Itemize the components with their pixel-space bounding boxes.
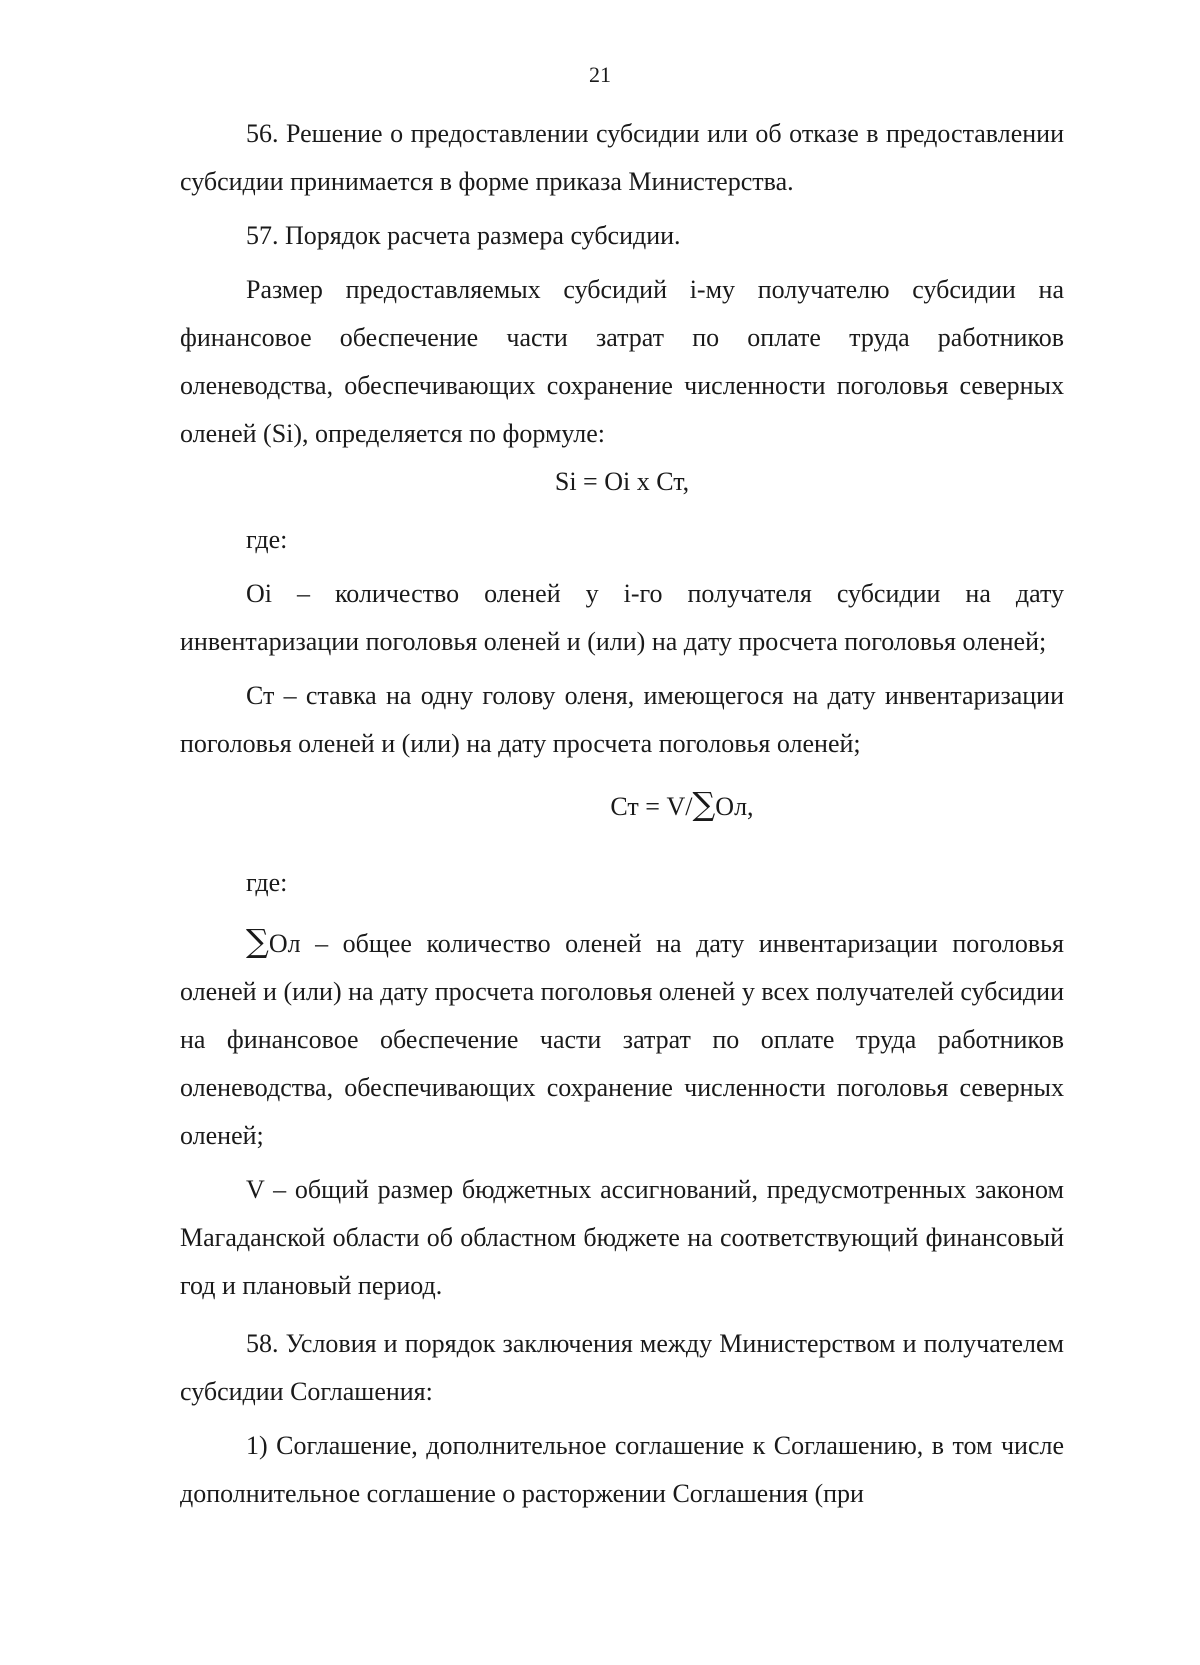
sigma-symbol-def: ∑ [246, 922, 269, 960]
paragraph-56: 56. Решение о предоставлении субсидии или об отказе в предоставлении субсидии принимается в форме приказа Министерства. [180, 119, 1064, 196]
page-number: 21 [589, 62, 611, 87]
paragraph-subsidy-size: Размер предоставляемых субсидий i-му получателю субсидии на финансовое обеспечение части затрат по оплате труда работников оленеводства, обеспечивающих сохранение численности поголовья северных оленей (Si), определяется по формуле: [180, 275, 1064, 448]
where-label-2: где: [246, 868, 288, 897]
definition-v: V – общий размер бюджетных ассигнований, предусмотренных законом Магаданской области об областном бюджете на соответствующий финансовый год и плановый период. [180, 1175, 1064, 1300]
definition-st: Ст – ставка на одну голову оленя, имеющегося на дату инвентаризации поголовья оленей и (или) на дату просчета поголовья оленей; [180, 681, 1064, 758]
paragraph-57: 57. Порядок расчета размера субсидии. [246, 221, 681, 250]
formula-st-right: Ол, [715, 792, 754, 821]
paragraph-58-1: 1) Соглашение, дополнительное соглашение к Соглашению, в том числе дополнительное соглашение о расторжении Соглашения (при [180, 1431, 1064, 1508]
formula-st [240, 780, 1124, 831]
where-label-1: где: [246, 525, 288, 554]
definition-oi: Oi – количество оленей у i-го получателя субсидии на дату инвентаризации поголовья оленей и (или) на дату просчета поголовья оленей; [180, 579, 1064, 656]
formula-si: Si = Oi х Ст, [554, 467, 690, 496]
sigma-symbol: ∑ [692, 785, 716, 823]
formula-st-left: Ст = V/ [610, 792, 693, 821]
definition-sum [180, 917, 1064, 1160]
document-body [180, 110, 1064, 1518]
paragraph-58: 58. Условия и порядок заключения между Министерством и получателем субсидии Соглашения: [180, 1329, 1064, 1406]
definition-sum-text: Ол – общее количество оленей на дату инвентаризации поголовья оленей и (или) на дату просчета поголовья оленей у всех получателей субсидии на финансовое обеспечение части затрат по оплате труда работников оленеводства, обеспечивающих сохранение численности поголовья северных оленей; [180, 929, 1064, 1150]
